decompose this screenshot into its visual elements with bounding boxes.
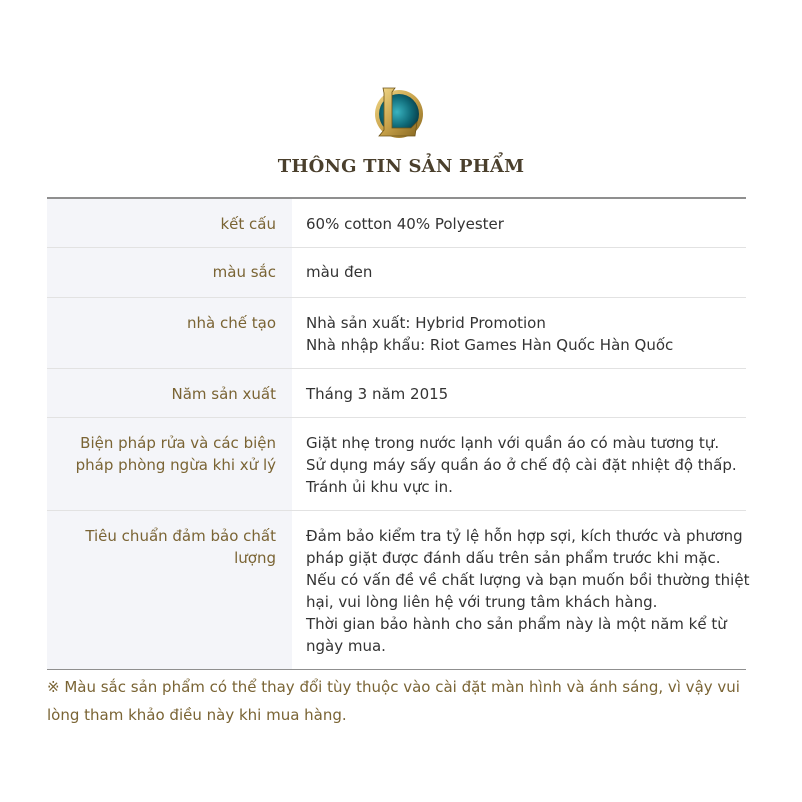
table-row <box>47 369 746 418</box>
row-label: Tiêu chuẩn đảm bảo chất lượng <box>47 511 292 669</box>
row-value: Đảm bảo kiểm tra tỷ lệ hỗn hợp sợi, kích thước và phương pháp giặt được đánh dấu trên sản phẩm trước khi mặc. Nếu có vấn đề về chất lượng và bạn muốn bồi thường thiệt hại, vui lòng liên hệ với trung tâm khách hàng. Thời gian bảo hành cho sản phẩm này là một năm kể từ ngày mua. <box>306 527 750 655</box>
row-value: 60% cotton 40% Polyester <box>306 215 504 233</box>
table-row <box>47 248 746 298</box>
row-value: Nhà sản xuất: Hybrid Promotion Nhà nhập khẩu: Riot Games Hàn Quốc Hàn Quốc <box>306 314 674 354</box>
row-label: nhà chế tạo <box>47 298 292 368</box>
row-label: Biện pháp rửa và các biện pháp phòng ngừa khi xử lý <box>47 418 292 510</box>
row-value: màu đen <box>306 263 373 281</box>
row-value: Giặt nhẹ trong nước lạnh với quần áo có màu tương tự. Sử dụng máy sấy quần áo ở chế độ cài đặt nhiệt độ thấp. Tránh ủi khu vực in. <box>306 434 737 496</box>
table-row <box>47 298 746 369</box>
row-label: Năm sản xuất <box>47 369 292 417</box>
row-label: màu sắc <box>47 248 292 297</box>
product-info-table <box>47 197 750 670</box>
row-value: Tháng 3 năm 2015 <box>306 385 449 403</box>
league-of-legends-logo-icon <box>371 84 425 144</box>
row-label: kết cấu <box>47 199 292 247</box>
table-row <box>47 418 746 511</box>
table-row <box>47 511 750 669</box>
page-title: THÔNG TIN SẢN PHẨM <box>277 156 525 177</box>
color-disclaimer-note: ※ Màu sắc sản phẩm có thể thay đổi tùy thuộc vào cài đặt màn hình và ánh sáng, vì vậy vui lòng tham khảo điều này khi mua hàng. <box>47 678 740 724</box>
table-row <box>47 199 746 248</box>
